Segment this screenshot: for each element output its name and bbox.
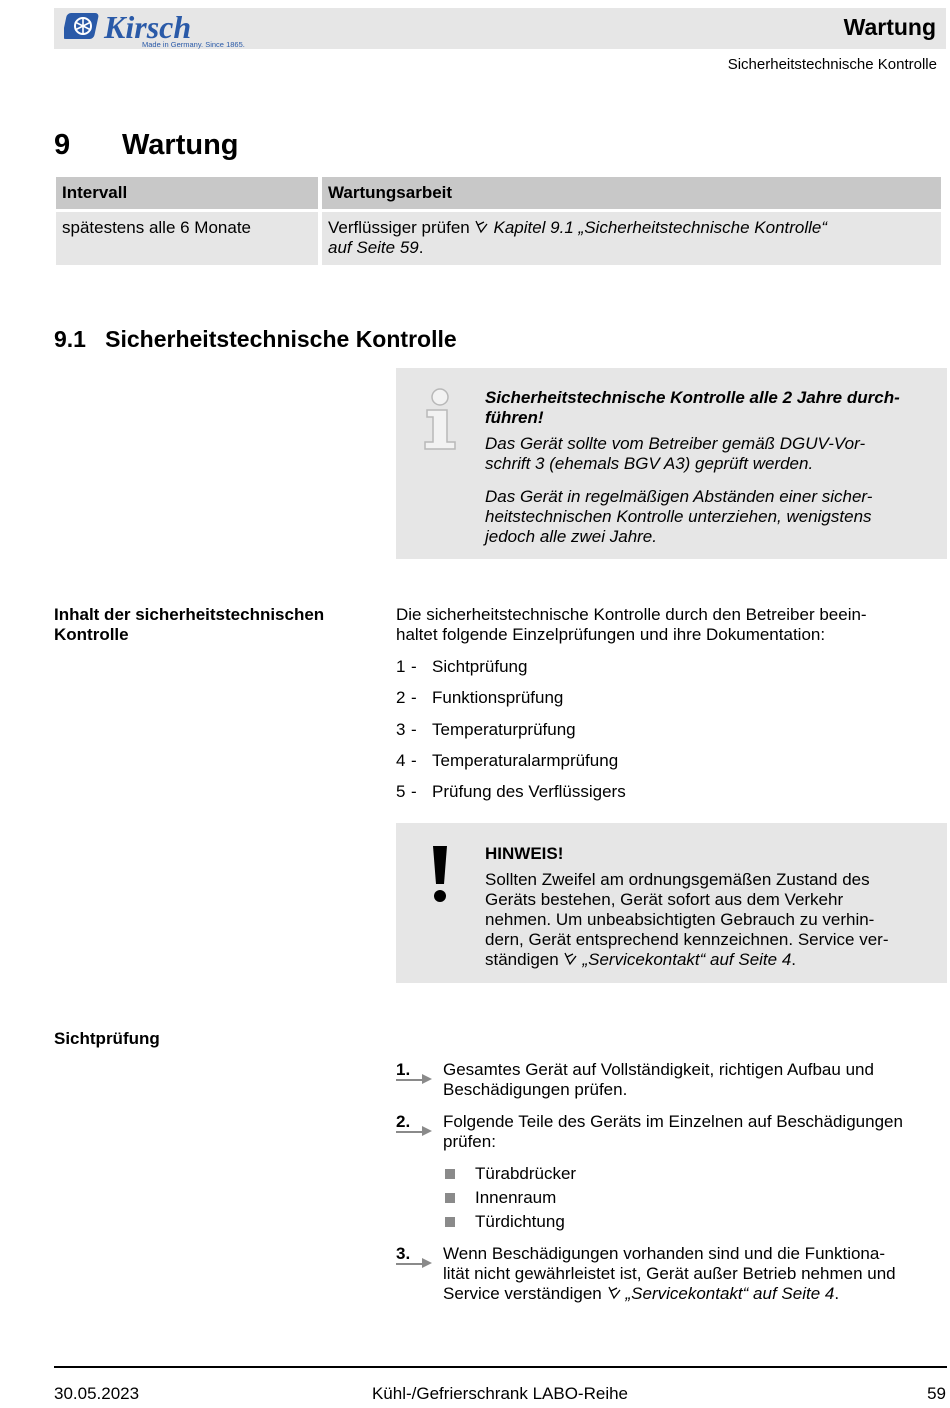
info-line: jedoch alle zwei Jahre. bbox=[485, 527, 657, 546]
step-line: lität nicht gewährleistet ist, Gerät außer Betrieb nehmen und bbox=[443, 1264, 896, 1283]
maintenance-table bbox=[52, 174, 945, 268]
section-title: Sicherheitstechnische Kontrolle bbox=[105, 326, 457, 352]
item-text: Sichtprüfung bbox=[432, 657, 528, 676]
item-text: Prüfung des Verflüssigers bbox=[432, 782, 626, 801]
bullet-text: Innenraum bbox=[475, 1188, 557, 1207]
service-contact-link[interactable] bbox=[607, 1284, 835, 1303]
service-contact-ref: „Servicekontakt“ auf Seite 4 bbox=[625, 1284, 835, 1303]
step-line: Gesamtes Gerät auf Vollständigkeit, richtigen Aufbau und bbox=[443, 1060, 874, 1079]
step-arrow-icon bbox=[396, 1070, 436, 1084]
kirsch-logo bbox=[64, 9, 254, 49]
step-number-text: 2. bbox=[396, 1112, 411, 1131]
step-text bbox=[443, 1112, 946, 1152]
contents-label-line: Kontrolle bbox=[54, 625, 129, 644]
square-bullet-icon bbox=[445, 1169, 455, 1179]
square-bullet-icon bbox=[445, 1217, 455, 1227]
intro-line: Die sicherheitstechnische Kontrolle durch den Betreiber beein- bbox=[396, 605, 867, 624]
service-contact-link[interactable] bbox=[563, 950, 791, 969]
task-text: Verflüssiger prüfen bbox=[328, 218, 470, 237]
list-item bbox=[396, 782, 626, 802]
cross-reference-text: Kapitel 9.1 „Sicherheitstechnische Kontrolle“ bbox=[493, 218, 828, 237]
table-cell-task bbox=[322, 212, 941, 265]
info-heading bbox=[485, 388, 940, 428]
bullet-text: Türabdrücker bbox=[475, 1164, 577, 1183]
section-heading bbox=[54, 326, 457, 353]
notice-end: . bbox=[791, 950, 797, 969]
task-end: . bbox=[418, 238, 424, 257]
step-number-text: 1. bbox=[396, 1060, 411, 1079]
page-number: 59 bbox=[927, 1384, 946, 1403]
header-subtitle: Sicherheitstechnische Kontrolle bbox=[727, 56, 937, 73]
item-number: 4 bbox=[396, 751, 406, 770]
notice-line: ständigen bbox=[485, 950, 559, 969]
notice-line: dern, Gerät entsprechend kennzeichnen. Service ver- bbox=[485, 930, 889, 949]
cross-reference-page: auf Seite 59 bbox=[328, 238, 419, 257]
info-line: Das Gerät sollte vom Betreiber gemäß DGUV-Vor- bbox=[485, 434, 866, 453]
item-number: 2 bbox=[396, 688, 406, 707]
step-line: Folgende Teile des Geräts im Einzelnen auf Beschädigungen bbox=[443, 1112, 903, 1131]
bullet-text: Türdichtung bbox=[475, 1212, 565, 1231]
item-number: 3 bbox=[396, 720, 406, 739]
contents-label bbox=[54, 605, 384, 645]
item-dash: - bbox=[411, 720, 417, 739]
link-arrow-icon bbox=[474, 220, 489, 234]
info-line: Das Gerät in regelmäßigen Abständen einer sicher- bbox=[485, 487, 873, 506]
table-row bbox=[56, 212, 941, 265]
service-contact-ref: „Servicekontakt“ auf Seite 4 bbox=[582, 950, 792, 969]
logo-tagline: Made in Germany. Since 1865. bbox=[142, 40, 245, 49]
item-number: 1 bbox=[396, 657, 406, 676]
exclamation-icon bbox=[428, 844, 452, 906]
step-line: Service verständigen bbox=[443, 1284, 602, 1303]
info-heading-line: führen! bbox=[485, 408, 544, 427]
item-text: Funktionsprüfung bbox=[432, 688, 564, 707]
intro-line: haltet folgende Einzelprüfungen und ihre Dokumentation: bbox=[396, 625, 826, 644]
item-text: Temperaturprüfung bbox=[432, 720, 576, 739]
table-cell-interval: spätestens alle 6 Monate bbox=[56, 212, 318, 265]
info-icon bbox=[421, 388, 461, 450]
item-number: 5 bbox=[396, 782, 406, 801]
step-end: . bbox=[834, 1284, 840, 1303]
step-number bbox=[396, 1244, 436, 1268]
chapter-number: 9 bbox=[54, 129, 71, 161]
item-dash: - bbox=[411, 751, 417, 770]
table-header-row bbox=[56, 177, 941, 209]
step-arrow-icon bbox=[396, 1122, 436, 1136]
step-line: Wenn Beschädigungen vorhanden sind und die Funktiona- bbox=[443, 1244, 885, 1263]
table-header-task: Wartungsarbeit bbox=[322, 177, 941, 209]
info-line: heitstechnischen Kontrolle unterziehen, wenigstens bbox=[485, 507, 872, 526]
link-arrow-icon bbox=[563, 952, 578, 966]
footer-product: Kühl-/Gefrierschrank LABO-Reihe bbox=[371, 1384, 629, 1403]
list-item bbox=[396, 657, 527, 677]
item-text: Temperaturalarmprüfung bbox=[432, 751, 619, 770]
list-item bbox=[396, 751, 618, 771]
list-item bbox=[396, 688, 563, 708]
notice-heading: HINWEIS! bbox=[485, 844, 564, 863]
item-dash: - bbox=[411, 688, 417, 707]
step-number-text: 3. bbox=[396, 1244, 411, 1263]
bullet-item bbox=[445, 1188, 556, 1208]
header-title: Wartung bbox=[843, 14, 936, 40]
chapter-title: Wartung bbox=[122, 129, 239, 161]
footer-divider bbox=[54, 1366, 947, 1368]
info-line: schrift 3 (ehemals BGV A3) geprüft werden. bbox=[485, 454, 814, 473]
step-line: Beschädigungen prüfen. bbox=[443, 1080, 628, 1099]
square-bullet-icon bbox=[445, 1193, 455, 1203]
step-text bbox=[443, 1060, 946, 1100]
contents-intro bbox=[396, 605, 946, 645]
notice-text bbox=[485, 870, 940, 970]
section-number: 9.1 bbox=[54, 326, 86, 352]
footer-date: 30.05.2023 bbox=[54, 1384, 140, 1403]
item-dash: - bbox=[411, 657, 417, 676]
table-header-interval: Intervall bbox=[56, 177, 318, 209]
bullet-item bbox=[445, 1164, 576, 1184]
list-item bbox=[396, 720, 576, 740]
step-number bbox=[396, 1112, 436, 1136]
notice-line: Sollten Zweifel am ordnungsgemäßen Zustand des bbox=[485, 870, 870, 889]
info-paragraph bbox=[485, 434, 940, 474]
step-arrow-icon bbox=[396, 1254, 436, 1268]
step-line: prüfen: bbox=[443, 1132, 496, 1151]
info-heading-line: Sicherheitstechnische Kontrolle alle 2 Jahre durch- bbox=[485, 388, 900, 407]
info-paragraph bbox=[485, 487, 940, 547]
step-number bbox=[396, 1060, 436, 1084]
visual-check-label: Sichtprüfung bbox=[54, 1029, 160, 1048]
contents-label-line: Inhalt der sicherheitstechnischen bbox=[54, 605, 325, 624]
logo-wordmark: Kirsch bbox=[104, 9, 192, 45]
link-arrow-icon bbox=[607, 1286, 622, 1300]
notice-line: Geräts bestehen, Gerät sofort aus dem Verkehr bbox=[485, 890, 844, 909]
notice-line: nehmen. Um unbeabsichtigten Gebrauch zu verhin- bbox=[485, 910, 875, 929]
item-dash: - bbox=[411, 782, 417, 801]
step-text bbox=[443, 1244, 946, 1304]
bullet-item bbox=[445, 1212, 565, 1232]
